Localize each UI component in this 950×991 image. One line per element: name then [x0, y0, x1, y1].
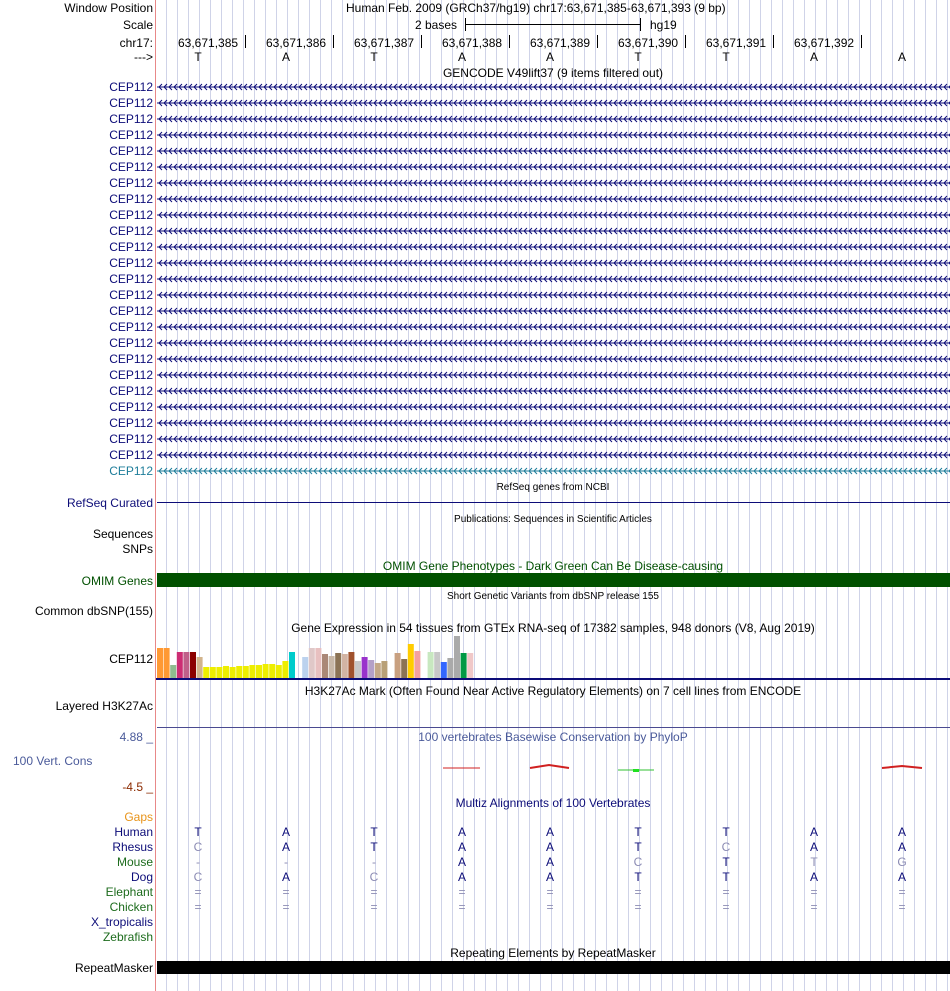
gencode-track-title[interactable]: GENCODE V49lift37 (9 items filtered out) — [442, 66, 664, 80]
reference-base: A — [281, 50, 290, 64]
gencode-gene-label[interactable]: CEP112 — [109, 224, 153, 238]
conservation-ymin: -4.5 _ — [122, 780, 153, 794]
gtex-tissue-bar[interactable] — [183, 652, 189, 678]
gencode-gene-line[interactable] — [157, 147, 950, 155]
ruler-position: 63,671,387 — [354, 36, 415, 50]
gtex-tissue-bar[interactable] — [355, 661, 361, 678]
multiz-base: = — [282, 885, 290, 899]
gtex-tissue-bar[interactable] — [210, 667, 216, 678]
gencode-gene-line[interactable] — [157, 403, 950, 411]
omim-track-title[interactable]: OMIM Gene Phenotypes - Dark Green Can Be Disease-causing — [382, 559, 724, 573]
multiz-base: C — [721, 840, 731, 854]
multiz-base: C — [193, 840, 203, 854]
repeatmasker-label[interactable]: RepeatMasker — [74, 961, 153, 975]
ruler-position: 63,671,386 — [266, 36, 327, 50]
publications-sequences-label[interactable]: Sequences — [92, 527, 153, 541]
gtex-tissue-bar[interactable] — [263, 664, 269, 678]
gencode-gene-line[interactable] — [157, 387, 950, 395]
multiz-species-label[interactable]: Human — [114, 825, 153, 839]
chrom-label: chr17: — [119, 36, 153, 50]
multiz-base: A — [545, 870, 554, 884]
refseq-track-title[interactable]: RefSeq genes from NCBI — [496, 482, 610, 493]
reference-base: A — [457, 50, 466, 64]
gencode-gene-label[interactable]: CEP112 — [109, 112, 153, 126]
reference-base: A — [545, 50, 554, 64]
gtex-tissue-bar[interactable] — [243, 666, 249, 678]
ruler-position: 63,671,391 — [706, 36, 767, 50]
gencode-gene-label[interactable]: CEP112 — [109, 352, 153, 366]
scale-bases-text: 2 bases — [415, 18, 458, 32]
gtex-tissue-bar[interactable] — [309, 648, 315, 678]
gencode-gene-label[interactable]: CEP112 — [109, 96, 153, 110]
gencode-gene-label[interactable]: CEP112 — [109, 336, 153, 350]
reference-base: T — [370, 50, 378, 64]
reference-base: T — [722, 50, 730, 64]
multiz-base: T — [722, 855, 730, 869]
gtex-tissue-bar[interactable] — [388, 663, 394, 678]
multiz-base: T — [370, 825, 378, 839]
multiz-base: = — [810, 900, 818, 914]
multiz-species-label[interactable]: X_tropicalis — [90, 915, 153, 929]
gencode-gene-line[interactable] — [157, 355, 950, 363]
gtex-tissue-bar[interactable] — [197, 657, 203, 678]
refseq-gene-line[interactable] — [157, 502, 950, 503]
dbsnp-label[interactable]: Common dbSNP(155) — [34, 604, 153, 618]
multiz-base: = — [370, 885, 378, 899]
multiz-base: = — [458, 900, 466, 914]
multiz-base: T — [810, 855, 818, 869]
multiz-base: T — [634, 825, 642, 839]
gtex-tissue-bar[interactable] — [289, 652, 295, 678]
gtex-tissue-bar[interactable] — [157, 648, 163, 678]
multiz-base: A — [457, 870, 466, 884]
gencode-gene-label[interactable]: CEP112 — [109, 272, 153, 286]
multiz-base: A — [809, 870, 818, 884]
gencode-gene-label[interactable]: CEP112 — [109, 176, 153, 190]
gencode-gene-label[interactable]: CEP112 — [109, 400, 153, 414]
gencode-gene-line[interactable] — [157, 195, 950, 203]
multiz-base: T — [370, 840, 378, 854]
publications-track-title[interactable]: Publications: Sequences in Scientific Articles — [454, 514, 652, 525]
multiz-species-label[interactable]: Dog — [130, 870, 153, 884]
omim-label[interactable]: OMIM Genes — [81, 574, 153, 588]
multiz-base: = — [898, 885, 906, 899]
gtex-tissue-bar[interactable] — [381, 661, 387, 678]
multiz-base: T — [634, 870, 642, 884]
gtex-tissue-bar[interactable] — [368, 660, 374, 678]
gencode-gene-label[interactable]: CEP112 — [109, 128, 153, 142]
gencode-gene-line[interactable] — [157, 243, 950, 251]
gtex-tissue-bar[interactable] — [454, 636, 460, 678]
gencode-gene-line[interactable] — [157, 307, 950, 315]
gtex-tissue-bar[interactable] — [177, 652, 183, 678]
multiz-base: - — [372, 855, 376, 869]
gtex-tissue-bar[interactable] — [421, 660, 427, 678]
gtex-bar-chart[interactable] — [156, 636, 950, 680]
dbsnp-track-title[interactable]: Short Genetic Variants from dbSNP release 155 — [447, 591, 659, 602]
ruler-position: 63,671,389 — [530, 36, 591, 50]
multiz-base: A — [545, 825, 554, 839]
multiz-base: = — [458, 885, 466, 899]
gtex-tissue-bar[interactable] — [461, 653, 467, 678]
gtex-tissue-bar[interactable] — [348, 652, 354, 678]
gtex-tissue-bar[interactable] — [408, 644, 414, 678]
gtex-tissue-bar[interactable] — [170, 665, 176, 678]
conservation-mark-4 — [633, 769, 639, 772]
ruler-tick — [861, 35, 862, 48]
multiz-base: A — [897, 870, 906, 884]
gencode-gene-label[interactable]: CEP112 — [109, 288, 153, 302]
scale-bar — [465, 18, 641, 32]
gtex-tissue-bar[interactable] — [203, 667, 209, 678]
multiz-base: A — [281, 870, 290, 884]
h3k27ac-label[interactable]: Layered H3K27Ac — [55, 699, 153, 713]
gtex-tissue-bar[interactable] — [315, 648, 321, 678]
window-position-label: Window Position — [64, 1, 153, 15]
gencode-gene-line[interactable] — [157, 99, 950, 107]
gtex-tissue-bar[interactable] — [223, 666, 229, 678]
gtex-tissue-bar[interactable] — [236, 666, 242, 678]
gtex-track-title[interactable]: Gene Expression in 54 tissues from GTEx RNA-seq of 17382 samples, 948 donors (V8, Aug 2019) — [291, 621, 815, 635]
h3k27ac-track-title[interactable]: H3K27Ac Mark (Often Found Near Active Regulatory Elements) on 7 cell lines from ENCODE — [304, 684, 802, 698]
gencode-gene-label[interactable]: CEP112 — [109, 208, 153, 222]
ruler-position: 63,671,385 — [178, 36, 239, 50]
conservation-track-title[interactable]: 100 vertebrates Basewise Conservation by PhyloP — [418, 730, 688, 744]
multiz-base: A — [457, 855, 466, 869]
reference-base: A — [809, 50, 818, 64]
multiz-base: T — [634, 840, 642, 854]
gencode-gene-line[interactable] — [157, 211, 950, 219]
ruler-tick — [685, 35, 686, 48]
multiz-base: = — [810, 885, 818, 899]
gencode-gene-label[interactable]: CEP112 — [109, 192, 153, 206]
reference-base: T — [634, 50, 642, 64]
gtex-tissue-bar[interactable] — [329, 656, 335, 678]
multiz-base: A — [809, 840, 818, 854]
ruler-tick — [245, 35, 246, 48]
gtex-tissue-bar[interactable] — [256, 665, 262, 678]
repeatmasker-track-title[interactable]: Repeating Elements by RepeatMasker — [450, 946, 656, 960]
multiz-species-label[interactable]: Elephant — [105, 885, 153, 899]
multiz-base: = — [722, 900, 730, 914]
conservation-mark-5 — [882, 766, 922, 768]
gencode-gene-line[interactable] — [157, 371, 950, 379]
scale-assembly-text: hg19 — [650, 18, 677, 32]
conservation-ymax: 4.88 _ — [119, 730, 153, 744]
multiz-base: = — [194, 885, 202, 899]
multiz-base: A — [281, 840, 290, 854]
multiz-base: C — [633, 855, 643, 869]
gencode-gene-label[interactable]: CEP112 — [109, 256, 153, 270]
gtex-tissue-bar[interactable] — [428, 652, 434, 678]
gencode-gene-label[interactable]: CEP112 — [109, 240, 153, 254]
gencode-gene-label[interactable]: CEP112 — [109, 80, 153, 94]
multiz-base: A — [457, 840, 466, 854]
multiz-species-label[interactable]: Zebrafish — [102, 930, 153, 944]
gtex-tissue-bar[interactable] — [335, 653, 341, 678]
refseq-label[interactable]: RefSeq Curated — [66, 496, 153, 510]
conservation-plot[interactable] — [156, 756, 950, 776]
multiz-base: A — [897, 825, 906, 839]
gencode-gene-line[interactable] — [157, 451, 950, 459]
ruler-position: 63,671,388 — [442, 36, 503, 50]
gencode-gene-line[interactable] — [157, 179, 950, 187]
gencode-gene-label[interactable]: CEP112 — [109, 144, 153, 158]
ruler-position: 63,671,392 — [794, 36, 855, 50]
gencode-gene-line[interactable] — [157, 467, 950, 475]
gtex-tissue-bar[interactable] — [342, 654, 348, 678]
ruler-tick — [773, 35, 774, 48]
multiz-base: A — [809, 825, 818, 839]
gtex-tissue-bar[interactable] — [434, 652, 440, 678]
ruler-tick — [597, 35, 598, 48]
multiz-base: A — [545, 855, 554, 869]
gencode-gene-line[interactable] — [157, 291, 950, 299]
gtex-tissue-bar[interactable] — [164, 648, 170, 678]
ruler-tick — [509, 35, 510, 48]
gencode-gene-line[interactable] — [157, 115, 950, 123]
gtex-tissue-bar[interactable] — [414, 651, 420, 678]
multiz-base: A — [281, 825, 290, 839]
multiz-base: = — [722, 885, 730, 899]
reference-base: T — [194, 50, 202, 64]
conservation-label[interactable]: 100 Vert. Cons — [13, 754, 93, 768]
gtex-tissue-bar[interactable] — [395, 653, 401, 678]
ruler-position: 63,671,390 — [618, 36, 679, 50]
multiz-base: A — [545, 840, 554, 854]
conservation-mark-2 — [530, 765, 569, 768]
gtex-tissue-bar[interactable] — [447, 658, 453, 678]
reference-base: A — [897, 50, 906, 64]
multiz-base: T — [722, 825, 730, 839]
multiz-base: C — [369, 870, 379, 884]
ruler-tick — [421, 35, 422, 48]
gtex-tissue-bar[interactable] — [249, 665, 255, 678]
gencode-gene-line[interactable] — [157, 131, 950, 139]
gencode-gene-label[interactable]: CEP112 — [109, 368, 153, 382]
multiz-base: = — [634, 900, 642, 914]
multiz-base: C — [193, 870, 203, 884]
multiz-base: = — [546, 885, 554, 899]
gencode-gene-label[interactable]: CEP112 — [109, 448, 153, 462]
gtex-tissue-bar[interactable] — [302, 657, 308, 678]
multiz-base: A — [457, 825, 466, 839]
window-position-text: Human Feb. 2009 (GRCh37/hg19) chr17:63,671,385-63,671,393 (9 bp) — [346, 1, 726, 15]
gencode-gene-line[interactable] — [157, 259, 950, 267]
gencode-gene-label[interactable]: CEP112 — [109, 160, 153, 174]
gtex-tissue-bar[interactable] — [441, 662, 447, 678]
multiz-base: = — [370, 900, 378, 914]
gencode-gene-label[interactable]: CEP112 — [109, 320, 153, 334]
multiz-base: = — [194, 900, 202, 914]
repeatmasker-bar[interactable] — [157, 961, 950, 974]
gencode-gene-line[interactable] — [157, 163, 950, 171]
gtex-label[interactable]: CEP112 — [109, 652, 153, 666]
gtex-tissue-bar[interactable] — [190, 652, 196, 678]
gtex-tissue-bar[interactable] — [269, 664, 275, 678]
gtex-tissue-bar[interactable] — [276, 665, 282, 678]
multiz-base: A — [897, 840, 906, 854]
multiz-track-title[interactable]: Multiz Alignments of 100 Vertebrates — [455, 796, 651, 810]
multiz-gaps-label[interactable]: Gaps — [124, 810, 153, 824]
multiz-base: T — [722, 870, 730, 884]
gencode-gene-label[interactable]: CEP112 — [109, 464, 153, 478]
multiz-base: T — [194, 825, 202, 839]
gencode-gene-label[interactable]: CEP112 — [109, 416, 153, 430]
gtex-tissue-bar[interactable] — [401, 659, 407, 678]
multiz-base: = — [546, 900, 554, 914]
gtex-tissue-bar[interactable] — [230, 667, 236, 678]
gencode-gene-line[interactable] — [157, 435, 950, 443]
multiz-base: - — [196, 855, 200, 869]
multiz-base: = — [898, 900, 906, 914]
multiz-species-label[interactable]: Chicken — [109, 900, 153, 914]
gencode-gene-line[interactable] — [157, 323, 950, 331]
multiz-species-label[interactable]: Rhesus — [112, 840, 153, 854]
gencode-gene-line[interactable] — [157, 419, 950, 427]
omim-gene-bar[interactable] — [157, 573, 950, 587]
publications-snps-label[interactable]: SNPs — [122, 542, 153, 556]
gencode-gene-line[interactable] — [157, 227, 950, 235]
gencode-gene-label[interactable]: CEP112 — [109, 304, 153, 318]
gtex-tissue-bar[interactable] — [322, 654, 328, 678]
gtex-tissue-bar[interactable] — [362, 657, 368, 678]
gtex-tissue-bar[interactable] — [467, 653, 473, 678]
gencode-gene-label[interactable]: CEP112 — [109, 384, 153, 398]
gencode-gene-line[interactable] — [157, 275, 950, 283]
multiz-species-label[interactable]: Mouse — [116, 855, 153, 869]
gencode-gene-line[interactable] — [157, 339, 950, 347]
multiz-base: = — [634, 885, 642, 899]
strand-label: ---> — [134, 50, 153, 64]
gtex-tissue-bar[interactable] — [216, 667, 222, 678]
scale-label: Scale — [122, 18, 153, 32]
gencode-gene-label[interactable]: CEP112 — [109, 432, 153, 446]
h3k27ac-baseline — [157, 727, 950, 728]
multiz-base: G — [897, 855, 907, 869]
gencode-gene-line[interactable] — [157, 83, 950, 91]
ruler-tick — [333, 35, 334, 48]
gtex-tissue-bar[interactable] — [282, 661, 288, 678]
multiz-base: = — [282, 900, 290, 914]
gtex-tissue-bar[interactable] — [375, 663, 381, 678]
multiz-base: - — [284, 855, 288, 869]
